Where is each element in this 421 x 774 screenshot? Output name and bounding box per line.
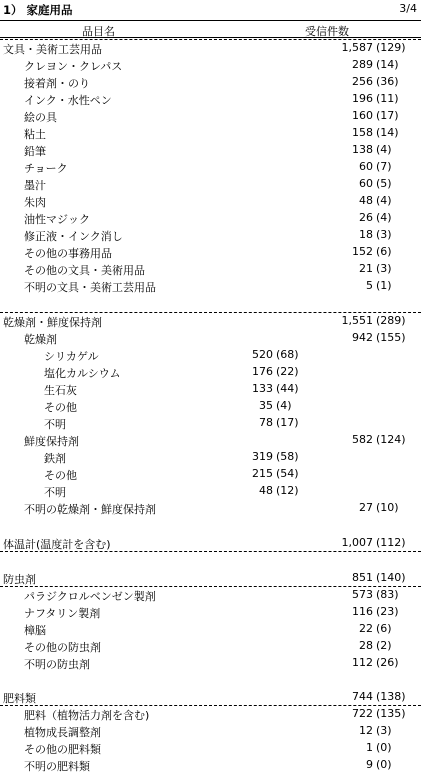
row-label: 防虫剤 xyxy=(3,573,36,586)
row-count: 573 xyxy=(352,588,373,601)
row-count: 1,551 xyxy=(341,314,373,327)
row-label: 修正液・インク消し xyxy=(24,230,123,243)
table-row xyxy=(0,125,421,142)
row-subcount: (22) xyxy=(276,365,299,378)
row-count: 22 xyxy=(359,622,373,635)
row-subcount: (68) xyxy=(276,348,299,361)
row-label: 乾燥剤・鮮度保持剤 xyxy=(3,316,102,329)
table-row xyxy=(0,604,421,621)
row-subcount: (44) xyxy=(276,382,299,395)
row-subcount: (155) xyxy=(376,331,406,344)
row-count: 60 xyxy=(359,177,373,190)
row-count: 319 xyxy=(252,450,273,463)
page-indicator: 3/4 xyxy=(399,2,417,15)
table-row xyxy=(0,655,421,672)
row-count: 28 xyxy=(359,639,373,652)
table-row xyxy=(0,500,421,517)
row-count: 256 xyxy=(352,75,373,88)
table-row xyxy=(0,381,421,398)
row-count: 196 xyxy=(352,92,373,105)
row-count: 722 xyxy=(352,707,373,720)
table-row xyxy=(0,159,421,176)
table-row xyxy=(0,330,421,347)
table-row xyxy=(0,244,421,261)
row-label: その他の防虫剤 xyxy=(24,641,101,654)
table-row xyxy=(0,689,421,706)
row-label: 不明 xyxy=(44,486,66,499)
row-label: シリカゲル xyxy=(44,350,99,363)
row-label: インク・水性ペン xyxy=(24,94,112,107)
row-subcount: (129) xyxy=(376,41,406,54)
table-row xyxy=(0,757,421,774)
table-row xyxy=(0,570,421,587)
table-row xyxy=(0,740,421,757)
row-subcount: (3) xyxy=(376,228,392,241)
row-label: 肥料（植物活力剤を含む) xyxy=(24,709,150,722)
row-count: 112 xyxy=(352,656,373,669)
row-label: その他の肥料類 xyxy=(24,743,101,756)
row-subcount: (4) xyxy=(376,143,392,156)
row-subcount: (6) xyxy=(376,245,392,258)
column-header-count: 受信件数 xyxy=(305,25,349,38)
row-label: 不明 xyxy=(44,418,66,431)
row-subcount: (0) xyxy=(376,758,392,771)
table-row xyxy=(0,364,421,381)
column-header-row xyxy=(0,20,421,38)
row-label: 不明の乾燥剤・鮮度保持剤 xyxy=(24,503,156,516)
row-label: 鉄剤 xyxy=(44,452,66,465)
row-subcount: (26) xyxy=(376,656,399,669)
row-subcount: (7) xyxy=(376,160,392,173)
row-count: 138 xyxy=(352,143,373,156)
table-row xyxy=(0,91,421,108)
row-count: 78 xyxy=(259,416,273,429)
row-count: 48 xyxy=(259,484,273,497)
row-subcount: (3) xyxy=(376,262,392,275)
row-subcount: (5) xyxy=(376,177,392,190)
table-row xyxy=(0,706,421,723)
table-row xyxy=(0,193,421,210)
table-row xyxy=(0,449,421,466)
row-subcount: (0) xyxy=(376,741,392,754)
table-row xyxy=(0,261,421,278)
row-label: チョーク xyxy=(24,162,68,175)
row-subcount: (1) xyxy=(376,279,392,292)
row-subcount: (6) xyxy=(376,622,392,635)
table-row xyxy=(0,210,421,227)
row-label: 粘土 xyxy=(24,128,46,141)
row-subcount: (23) xyxy=(376,605,399,618)
row-label: 接着剤・のり xyxy=(24,77,90,90)
row-count: 21 xyxy=(359,262,373,275)
row-label: 油性マジック xyxy=(24,213,90,226)
row-label: 生石灰 xyxy=(44,384,77,397)
row-subcount: (138) xyxy=(376,690,406,703)
row-subcount: (14) xyxy=(376,58,399,71)
table-row xyxy=(0,466,421,483)
row-count: 116 xyxy=(352,605,373,618)
row-count: 289 xyxy=(352,58,373,71)
row-count: 942 xyxy=(352,331,373,344)
row-count: 851 xyxy=(352,571,373,584)
row-label: 墨汁 xyxy=(24,179,46,192)
row-count: 1,007 xyxy=(341,536,373,549)
table-row xyxy=(0,40,421,57)
row-count: 12 xyxy=(359,724,373,737)
table-row xyxy=(0,535,421,552)
row-subcount: (36) xyxy=(376,75,399,88)
row-count: 152 xyxy=(352,245,373,258)
row-count: 48 xyxy=(359,194,373,207)
row-label: 鮮度保持剤 xyxy=(24,435,79,448)
row-label: 肥料類 xyxy=(3,692,36,705)
table-row xyxy=(0,313,421,330)
row-label: 絵の具 xyxy=(24,111,57,124)
row-subcount: (289) xyxy=(376,314,406,327)
row-label: 植物成長調整剤 xyxy=(24,726,101,739)
row-label: その他 xyxy=(44,401,77,414)
row-subcount: (2) xyxy=(376,639,392,652)
row-subcount: (4) xyxy=(276,399,292,412)
row-label: 不明の防虫剤 xyxy=(24,658,90,671)
row-count: 1 xyxy=(366,741,373,754)
row-count: 35 xyxy=(259,399,273,412)
table-row xyxy=(0,432,421,449)
row-subcount: (12) xyxy=(276,484,299,497)
row-count: 582 xyxy=(352,433,373,446)
row-subcount: (4) xyxy=(376,211,392,224)
row-subcount: (14) xyxy=(376,126,399,139)
row-count: 215 xyxy=(252,467,273,480)
row-subcount: (124) xyxy=(376,433,406,446)
row-label: その他 xyxy=(44,469,77,482)
row-count: 60 xyxy=(359,160,373,173)
row-label: クレヨン・クレパス xyxy=(24,60,123,73)
row-subcount: (17) xyxy=(376,109,399,122)
table-row xyxy=(0,347,421,364)
row-count: 9 xyxy=(366,758,373,771)
row-label: 不明の文具・美術工芸用品 xyxy=(24,281,156,294)
row-label: 不明の肥料類 xyxy=(24,760,90,773)
row-label: 文具・美術工芸用品 xyxy=(3,43,102,56)
row-label: 朱肉 xyxy=(24,196,46,209)
table-row xyxy=(0,142,421,159)
row-subcount: (10) xyxy=(376,501,399,514)
row-count: 176 xyxy=(252,365,273,378)
row-subcount: (112) xyxy=(376,536,406,549)
table-row xyxy=(0,638,421,655)
row-label: 鉛筆 xyxy=(24,145,46,158)
row-count: 18 xyxy=(359,228,373,241)
table-row xyxy=(0,723,421,740)
row-subcount: (11) xyxy=(376,92,399,105)
row-subcount: (54) xyxy=(276,467,299,480)
row-count: 5 xyxy=(366,279,373,292)
row-label: その他の事務用品 xyxy=(24,247,112,260)
row-count: 27 xyxy=(359,501,373,514)
table-row xyxy=(0,621,421,638)
row-label: パラジクロルベンゼン製剤 xyxy=(24,590,156,603)
section-title: 1） 家庭用品 xyxy=(3,3,73,17)
row-count: 133 xyxy=(252,382,273,395)
table-row xyxy=(0,483,421,500)
table-row xyxy=(0,278,421,295)
row-count: 158 xyxy=(352,126,373,139)
row-count: 1,587 xyxy=(341,41,373,54)
table-row xyxy=(0,398,421,415)
row-subcount: (83) xyxy=(376,588,399,601)
table-row xyxy=(0,587,421,604)
table-row xyxy=(0,108,421,125)
row-label: 乾燥剤 xyxy=(24,333,57,346)
row-subcount: (140) xyxy=(376,571,406,584)
table-row xyxy=(0,57,421,74)
column-header-item: 品目名 xyxy=(82,25,115,38)
row-count: 26 xyxy=(359,211,373,224)
report-header xyxy=(0,0,421,18)
row-count: 744 xyxy=(352,690,373,703)
table-row xyxy=(0,74,421,91)
row-count: 520 xyxy=(252,348,273,361)
row-subcount: (17) xyxy=(276,416,299,429)
row-subcount: (4) xyxy=(376,194,392,207)
table-row xyxy=(0,227,421,244)
row-label: 体温計(温度計を含む) xyxy=(3,538,111,551)
row-count: 160 xyxy=(352,109,373,122)
row-label: 塩化カルシウム xyxy=(44,367,121,380)
row-subcount: (3) xyxy=(376,724,392,737)
row-subcount: (58) xyxy=(276,450,299,463)
table-row xyxy=(0,176,421,193)
row-label: 樟脳 xyxy=(24,624,46,637)
row-subcount: (135) xyxy=(376,707,406,720)
table-row xyxy=(0,415,421,432)
row-label: その他の文具・美術用品 xyxy=(24,264,145,277)
row-label: ナフタリン製剤 xyxy=(24,607,101,620)
